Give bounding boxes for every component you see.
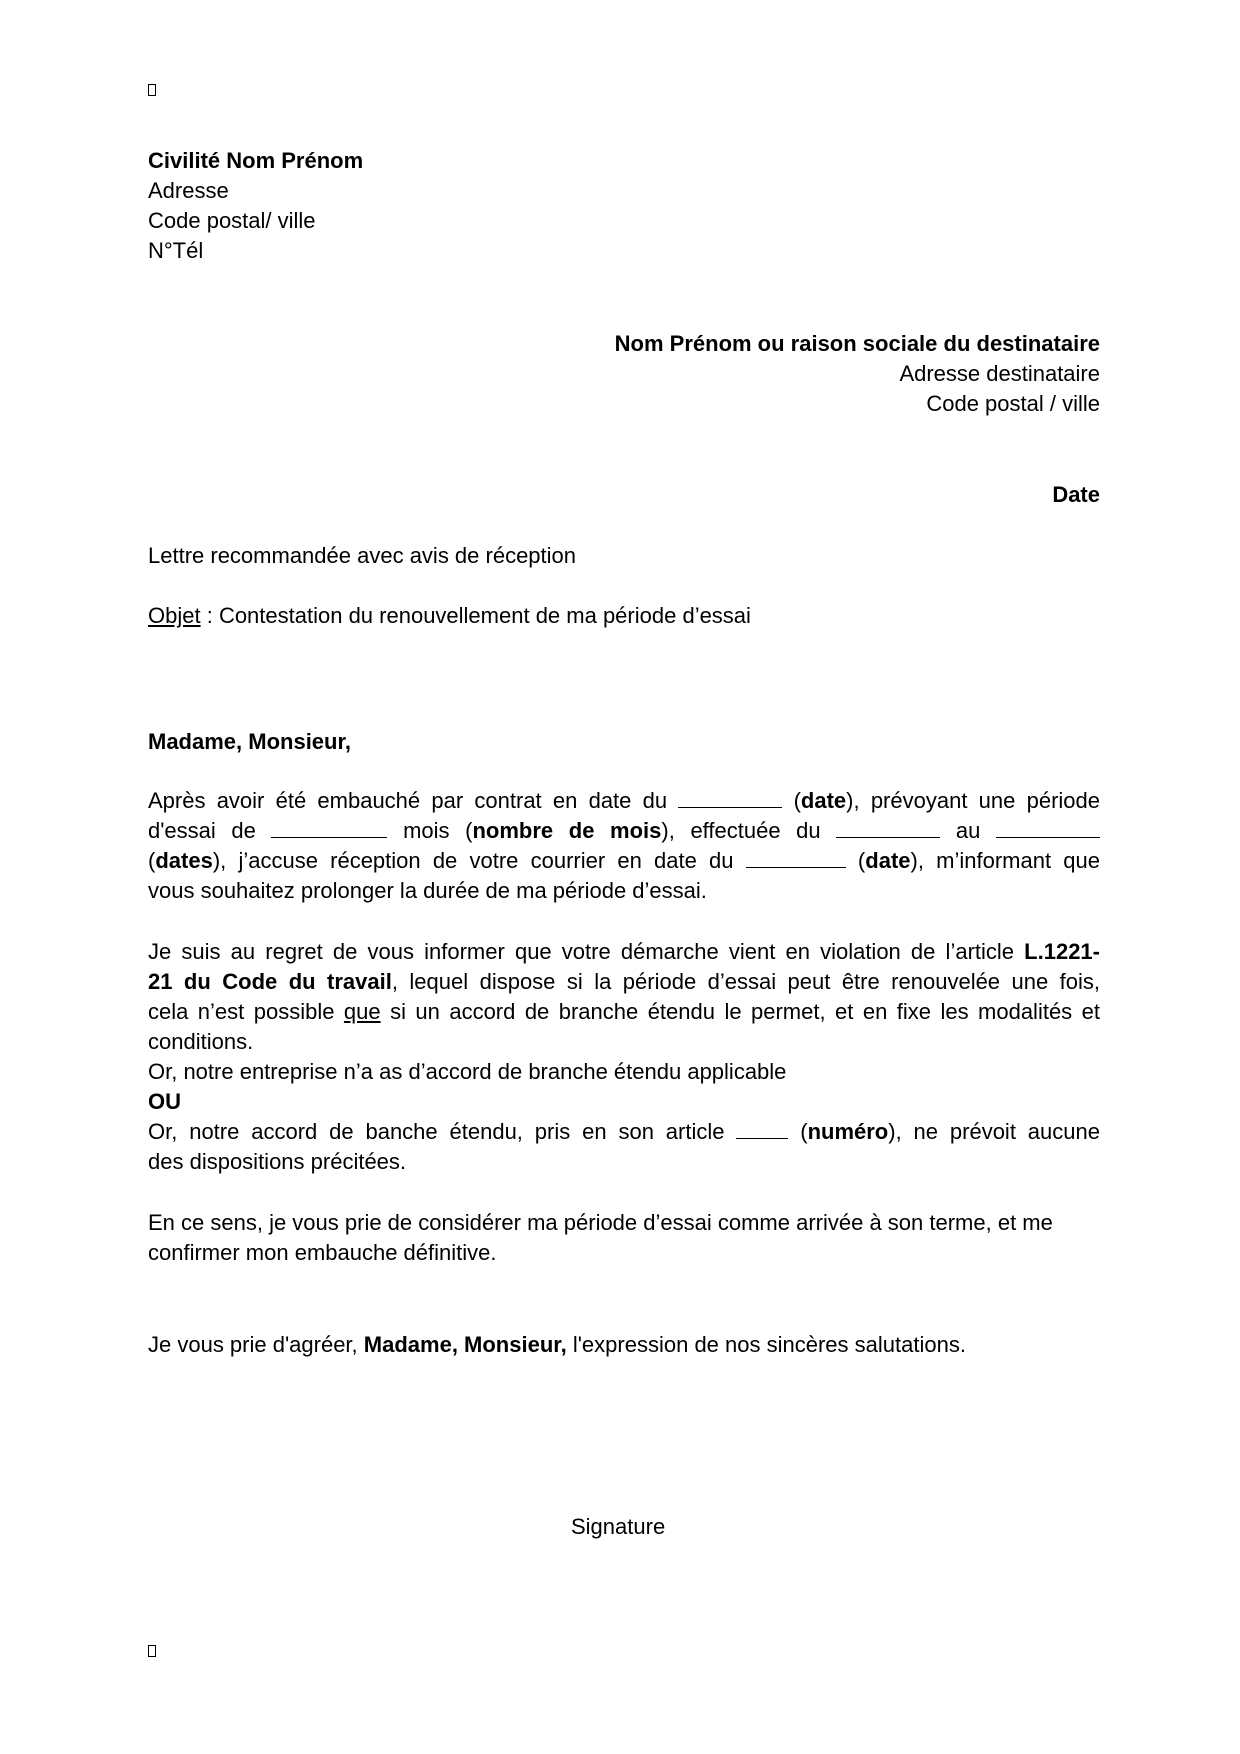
p2-underline: que (343, 999, 381, 1024)
p1-text: ), m’informant que (910, 848, 1100, 873)
date-blank (678, 787, 782, 808)
p2-text: cela n’est possible (148, 999, 344, 1024)
p2-text: , lequel dispose si la période d’essai peut être renouvelée une fois, (391, 969, 1101, 994)
subject-text: Contestation du renouvellement de ma période d’essai (218, 603, 751, 628)
article-number-blank (736, 1118, 788, 1139)
p1-text: mois ( (403, 818, 473, 843)
p3-line-2: confirmer mon embauche définitive. (148, 1240, 497, 1265)
p1-text: ), prévoyant une période (846, 788, 1100, 813)
p2-line-3 (148, 997, 1100, 1028)
p1-bold: nombre de mois (472, 818, 662, 843)
salutation: Madame, Monsieur, (148, 729, 351, 754)
placeholder-glyph-icon (148, 84, 156, 96)
recipient-city: Code postal / ville (926, 391, 1100, 416)
p1-bold: date (800, 788, 847, 813)
p1-line-4: vous souhaitez prolonger la durée de ma période d’essai. (148, 878, 707, 903)
sender-address: Adresse (148, 178, 229, 203)
p2-text: Je suis au regret de vous informer que votre démarche vient en violation de l’article (148, 939, 1025, 964)
p2-text: ( (788, 1119, 808, 1144)
mail-type: Lettre recommandée avec avis de réception (148, 543, 577, 568)
p1-text: ), effectuée du (661, 818, 821, 843)
letter-date-blank (746, 847, 846, 868)
or-label: OU (148, 1089, 181, 1114)
signature-label: Signature (571, 1514, 666, 1539)
closing-bold: Madame, Monsieur, (363, 1332, 567, 1357)
p2-text: ), ne prévoit aucune (888, 1119, 1100, 1144)
months-blank (271, 817, 387, 838)
sender-city: Code postal/ ville (148, 208, 316, 233)
p2-bold: 21 du Code du travail (148, 969, 392, 994)
closing-line (148, 1330, 966, 1360)
p1-text: ( (782, 788, 801, 813)
closing-text: Je vous prie d'agréer, (148, 1332, 364, 1357)
p2-line-2 (148, 967, 1100, 998)
sender-phone: N°Tél (148, 238, 204, 263)
p1-line-1 (148, 786, 1100, 817)
p2-line-4: conditions. (148, 1029, 254, 1054)
p2-line-7 (148, 1117, 1100, 1148)
p1-bold: date (865, 848, 911, 873)
end-date-blank (996, 817, 1100, 838)
recipient-name: Nom Prénom ou raison sociale du destinataire (614, 331, 1100, 356)
p2-line-8: des dispositions précitées. (148, 1149, 407, 1174)
sender-name: Civilité Nom Prénom (148, 148, 364, 173)
p2-bold: L.1221- (1024, 939, 1100, 964)
subject-separator: : (200, 603, 219, 628)
closing-text: l'expression de nos sincères salutations. (566, 1332, 966, 1357)
placeholder-glyph-icon (148, 1645, 156, 1657)
p3-line-1: En ce sens, je vous prie de considérer ma période d’essai comme arrivée à son terme, et me (148, 1210, 1053, 1235)
p1-text: au (955, 818, 981, 843)
p1-line-3 (148, 846, 1100, 877)
p1-text: ( (148, 848, 156, 873)
p2-text: si un accord de branche étendu le permet, et en fixe les modalités et (380, 999, 1100, 1024)
p1-text: ), j’accuse réception de votre courrier en date du (212, 848, 734, 873)
p1-text: ( (845, 848, 866, 873)
p2-text: Or, notre accord de banche étendu, pris en son article (148, 1119, 737, 1144)
p2-line-1 (148, 937, 1100, 968)
p2-line-5: Or, notre entreprise n’a as d’accord de branche étendu applicable (148, 1059, 787, 1084)
start-date-blank (836, 817, 940, 838)
recipient-address: Adresse destinataire (899, 361, 1100, 386)
subject-line (148, 601, 751, 631)
p1-text: d'essai de (148, 818, 256, 843)
date-label: Date (1052, 482, 1100, 507)
p1-text: Après avoir été embauché par contrat en date du (148, 788, 679, 813)
p1-line-2 (148, 816, 1100, 847)
subject-label: Objet (148, 603, 201, 628)
p2-bold: numéro (807, 1119, 889, 1144)
p1-bold: dates (155, 848, 213, 873)
